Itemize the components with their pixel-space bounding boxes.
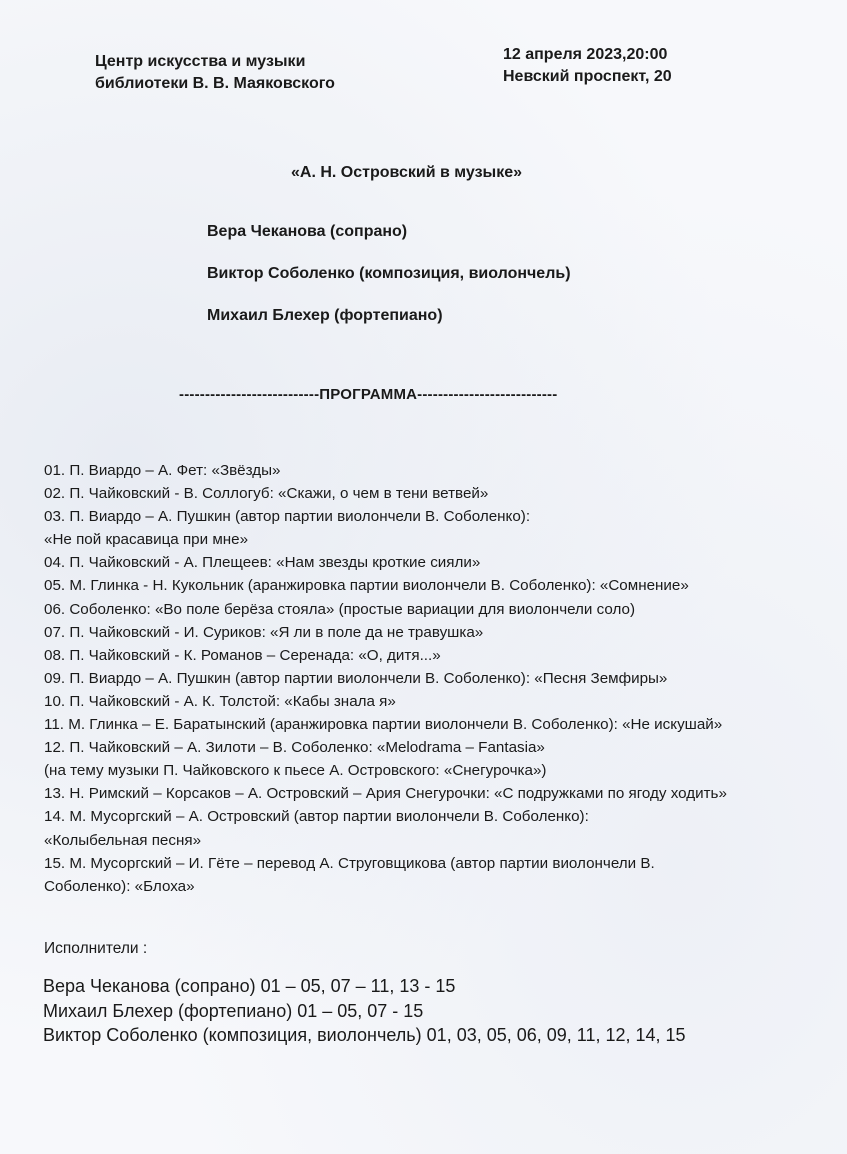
concert-title: «А. Н. Островский в музыке» xyxy=(291,164,522,181)
program-line: 13. Н. Римский – Корсаков – А. Островский – Ария Снегурочки: «С подружками по ягоду ходить» xyxy=(44,785,727,803)
performer-assignment-line: Михаил Блехер (фортепиано) 01 – 05, 07 - 15 xyxy=(43,1000,424,1021)
performers-list xyxy=(207,223,571,349)
event-address: Невский проспект, 20 xyxy=(503,68,672,85)
program-line: 02. П. Чайковский - В. Соллогуб: «Скажи, о чем в тени ветвей» xyxy=(44,485,489,503)
program-line: 01. П. Виардо – А. Фет: «Звёзды» xyxy=(44,462,281,479)
program-line: 04. П. Чайковский - А. Плещеев: «Нам звезды кроткие сияли» xyxy=(44,554,481,572)
organizer-line-1: Центр искусства и музыки xyxy=(95,53,306,70)
program-line: (на тему музыки П. Чайковского к пьесе А. Островского: «Снегурочка») xyxy=(44,762,547,780)
performer-assignment-line: Вера Чеканова (сопрано) 01 – 05, 07 – 11, 13 - 15 xyxy=(43,976,456,996)
program-line: «Колыбельная песня» xyxy=(44,831,202,849)
performer-line: Вера Чеканова (сопрано) xyxy=(207,223,408,240)
program-line: 08. П. Чайковский - К. Романов – Серенада: «О, дитя...» xyxy=(44,646,441,664)
program-line: 15. М. Мусоргский – И. Гёте – перевод А. Струговщикова (автор партии виолончели В. xyxy=(44,854,655,872)
performer-line: Виктор Соболенко (композиция, виолончель) xyxy=(207,265,571,282)
program-line: «Не пой красавица при мне» xyxy=(44,531,249,549)
program-line: 07. П. Чайковский - И. Суриков: «Я ли в поле да не травушка» xyxy=(44,623,484,641)
program-line: 05. М. Глинка - Н. Кукольник (аранжировка партии виолончели В. Соболенко): «Сомнение» xyxy=(44,577,689,595)
program-heading: ---------------------------ПРОГРАММА--------------------------- xyxy=(179,386,558,403)
event-info-block xyxy=(503,44,672,88)
organizer-block xyxy=(95,51,335,95)
performer-line: Михаил Блехер (фортепиано) xyxy=(207,307,443,324)
program-line: Соболенко): «Блоха» xyxy=(44,877,195,895)
event-datetime: 12 апреля 2023,20:00 xyxy=(503,46,668,63)
program-line: 10. П. Чайковский - А. К. Толстой: «Кабы знала я» xyxy=(44,692,396,710)
performer-assignment-line: Виктор Соболенко (композиция, виолончель) 01, 03, 05, 06, 09, 11, 12, 14, 15 xyxy=(43,1025,686,1045)
program-line: 14. М. Мусоргский – А. Островский (автор партии виолончели В. Соболенко): xyxy=(44,808,589,826)
program-line: 12. П. Чайковский – А. Зилоти – В. Соболенко: «Melodrama – Fantasia» xyxy=(44,739,545,757)
program-line: 03. П. Виардо – А. Пушкин (автор партии виолончели В. Соболенко): xyxy=(44,508,531,526)
organizer-line-2: библиотеки В. В. Маяковского xyxy=(95,75,335,92)
performer-assignments xyxy=(43,974,686,1048)
program-line: 06. Соболенко: «Во поле берёза стояла» (простые вариации для виолончели соло) xyxy=(44,600,636,618)
program-line: 11. М. Глинка – Е. Баратынский (аранжировка партии виолончели В. Соболенко): «Не искушай» xyxy=(44,716,723,734)
program-list xyxy=(44,459,727,898)
program-line: 09. П. Виардо – А. Пушкин (автор партии виолончели В. Соболенко): «Песня Земфиры» xyxy=(44,669,668,687)
performers-label: Исполнители : xyxy=(44,940,148,957)
